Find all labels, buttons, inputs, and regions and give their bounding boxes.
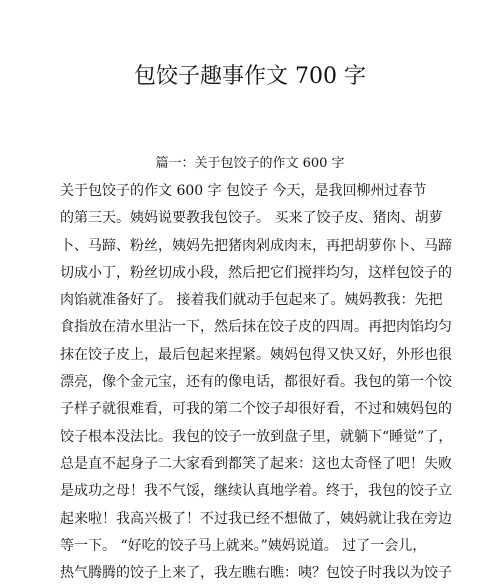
- text-line: 总是直不起身子二大家看到都笑了起来：这也太奇怪了吧！失败: [60, 455, 452, 472]
- text-line: 食指放在清水里沾一下，然后抹在饺子皮的四周。再把肉馅均匀: [60, 319, 452, 336]
- text-line: 肉馅就准备好了。 接着我们就动手包起来了。姨妈教我：先把: [60, 292, 443, 309]
- text-line: 子样子就很难看，可我的第二个饺子却很好看，不过和姨妈包的: [60, 401, 452, 418]
- text-line: 是成功之母！我不气馁，继续认真地学着。终于，我包的饺子立: [60, 483, 452, 500]
- text-line: 的第三天。姨妈说要教我包饺子。 买来了饺子皮、猪肉、胡萝: [60, 210, 443, 227]
- document-title: 包饺子趣事作文 700 字: [134, 64, 366, 89]
- text-line: 漂亮，像个金元宝，还有的像电话，都很好看。我包的第一个饺: [60, 374, 452, 391]
- text-line: 饺子根本没法比。我包的饺子一放到盘子里，就躺下“睡觉”了，: [60, 428, 453, 445]
- text-line: 等一下。 “好吃的饺子马上就来。”姨妈说道。 过了一会儿，: [60, 537, 427, 554]
- text-line: 抹在饺子皮上，最后包起来捏紧。姨妈包得又快又好，外形也很: [60, 346, 452, 363]
- text-line: 起来啦！我高兴极了！不过我已经不想做了，姨妈就让我在旁边: [60, 510, 452, 527]
- section-heading: 篇一：关于包饺子的作文 600 字: [155, 156, 345, 171]
- essay-body: [60, 179, 453, 588]
- text-line: 卜、马蹄、粉丝，姨妈先把猪肉剁成肉末，再把胡萝你卜、马蹄: [60, 237, 452, 254]
- text-line: 热气腾腾的饺子上来了，我左瞧右瞧：咦？包饺子时我以为饺子: [60, 565, 452, 582]
- text-line: 关于包饺子的作文 600 字 包饺子 今天，是我回柳州过春节: [60, 183, 427, 199]
- text-line: 切成小丁，粉丝切成小段，然后把它们搅拌均匀，这样包饺子的: [60, 264, 452, 281]
